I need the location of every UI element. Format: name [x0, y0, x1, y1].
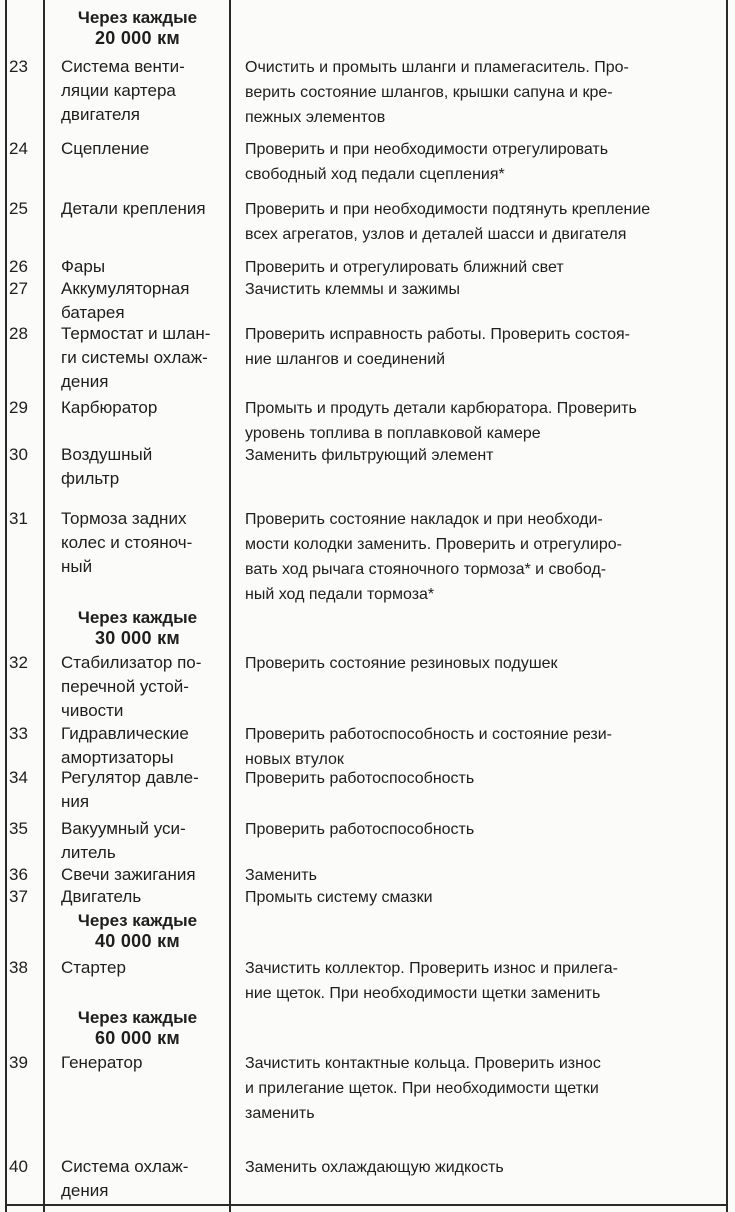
work-description	[245, 443, 723, 468]
column-divider-number	[43, 0, 45, 1212]
component-name	[61, 255, 225, 279]
component-name-line: фильтр	[61, 469, 120, 488]
component-name-line: Система венти-	[61, 57, 185, 76]
work-description	[245, 55, 723, 130]
row-number: 26	[9, 257, 28, 276]
component-name-line: ния	[61, 792, 90, 811]
row-number: 36	[9, 865, 28, 884]
row-number: 30	[9, 445, 28, 464]
work-description	[245, 137, 723, 187]
work-description	[245, 322, 723, 372]
component-name-line: Тормоза задних	[61, 509, 187, 528]
component-name-line: Стартер	[61, 958, 126, 977]
row-number: 35	[9, 819, 28, 838]
row-number: 34	[9, 768, 28, 787]
row-number: 38	[9, 958, 28, 977]
work-description	[245, 277, 723, 302]
component-name-line: Сцепление	[61, 139, 150, 158]
work-description-line: уровень топлива в поплавковой камере	[245, 425, 541, 442]
work-description-line: Проверить работоспособность и состояние рези-	[245, 726, 612, 743]
work-description	[245, 885, 723, 910]
component-name	[61, 277, 225, 325]
work-description-line: Проверить и при необходимости отрегулировать	[245, 141, 609, 158]
section-header-line: Через каждые	[77, 8, 198, 27]
component-name-line: Двигатель	[61, 887, 142, 906]
component-name	[61, 956, 225, 980]
component-name	[61, 443, 225, 491]
work-description-line: ный ход педали тормоза*	[245, 586, 435, 603]
component-name-line: Система охлаж-	[61, 1157, 189, 1176]
work-description	[245, 396, 723, 446]
section-header-interval: 20 000 км	[94, 28, 181, 48]
work-description-line: Проверить работоспособность	[245, 770, 475, 787]
component-name-line: дения	[61, 372, 109, 391]
component-name	[61, 863, 225, 887]
component-name	[61, 55, 225, 127]
component-name	[61, 766, 225, 814]
work-description-line: Проверить и отрегулировать ближний свет	[245, 259, 564, 276]
row-number: 37	[9, 887, 28, 906]
section-header-line: Через каждые	[77, 911, 198, 930]
work-description	[245, 956, 723, 1006]
work-description-line: свободный ход педали сцепления*	[245, 166, 505, 183]
row-number: 23	[9, 57, 28, 76]
work-description-line: Очистить и промыть шланги и пламегаситель. Про-	[245, 59, 629, 76]
work-description-line: всех агрегатов, узлов и деталей шасси и двигателя	[245, 226, 627, 243]
component-name-line: Воздушный	[61, 445, 153, 464]
component-name-line: Вакуумный уси-	[61, 819, 186, 838]
work-description	[245, 197, 723, 247]
work-description	[245, 722, 723, 772]
table-border-bottom	[5, 1204, 728, 1206]
row-number: 24	[9, 139, 28, 158]
work-description	[245, 766, 723, 791]
work-description	[245, 507, 723, 607]
component-name-line: батарея	[61, 303, 125, 322]
work-description-line: Промыть систему смазки	[245, 889, 433, 906]
component-name-line: Фары	[61, 257, 106, 276]
component-name-line: ный	[61, 557, 93, 576]
row-number: 29	[9, 398, 28, 417]
row-number: 40	[9, 1157, 28, 1176]
section-header-30000	[50, 608, 225, 648]
work-description-line: Заменить	[245, 867, 317, 884]
work-description	[245, 817, 723, 842]
component-name-line: литель	[61, 843, 116, 862]
component-name-line: Стабилизатор по-	[61, 653, 202, 672]
work-description-line: Промыть и продуть детали карбюратора. Проверить	[245, 400, 637, 417]
work-description-line: Проверить и при необходимости подтянуть крепление	[245, 201, 651, 218]
work-description-line: Заменить фильтрующий элемент	[245, 447, 494, 464]
component-name-line: Гидравлические	[61, 724, 189, 743]
component-name	[61, 507, 225, 579]
component-name	[61, 322, 225, 394]
component-name-line: Детали крепления	[61, 199, 206, 218]
work-description	[245, 651, 723, 676]
section-header-60000	[50, 1008, 225, 1048]
component-name-line: перечной устой-	[61, 677, 189, 696]
component-name-line: чивости	[61, 701, 124, 720]
table-border-left	[5, 0, 7, 1212]
work-description-line: Проверить состояние накладок и при необходи-	[245, 511, 603, 528]
component-name	[61, 396, 225, 420]
work-description-line: Проверить работоспособность	[245, 821, 475, 838]
component-name	[61, 651, 225, 723]
work-description-line: заменить	[245, 1105, 315, 1122]
work-description-line: пежных элементов	[245, 109, 386, 126]
row-number: 33	[9, 724, 28, 743]
component-name	[61, 137, 225, 161]
component-name	[61, 1051, 225, 1075]
section-header-20000	[50, 8, 225, 48]
row-number: 27	[9, 279, 28, 298]
component-name	[61, 817, 225, 865]
work-description-line: новых втулок	[245, 751, 344, 768]
work-description-line: мости колодки заменить. Проверить и отрегулиро-	[245, 536, 622, 553]
row-number: 31	[9, 509, 28, 528]
component-name-line: Карбюратор	[61, 398, 158, 417]
work-description-line: ние щеток. При необходимости щетки заменить	[245, 985, 601, 1002]
component-name-line: двигателя	[61, 105, 140, 124]
table-border-right	[726, 0, 728, 1212]
component-name-line: амортизаторы	[61, 748, 174, 767]
row-number: 39	[9, 1053, 28, 1072]
component-name-line: Регулятор давле-	[61, 768, 199, 787]
row-number: 28	[9, 324, 28, 343]
component-name-line: Генератор	[61, 1053, 143, 1072]
work-description-line: Зачистить клеммы и зажимы	[245, 281, 460, 298]
work-description-line: ние шлангов и соединений	[245, 351, 446, 368]
work-description	[245, 1051, 723, 1126]
component-name	[61, 885, 225, 909]
row-number: 25	[9, 199, 28, 218]
component-name-line: Аккумуляторная	[61, 279, 190, 298]
component-name-line: колес и стояноч-	[61, 533, 193, 552]
section-header-interval: 60 000 км	[94, 1028, 181, 1048]
work-description-line: и прилегание щеток. При необходимости щетки	[245, 1080, 599, 1097]
component-name-line: дения	[61, 1181, 109, 1200]
component-name-line: Свечи зажигания	[61, 865, 196, 884]
component-name-line: Термостат и шлан-	[61, 324, 211, 343]
section-header-line: Через каждые	[77, 608, 198, 627]
component-name	[61, 197, 225, 221]
work-description-line: Проверить состояние резиновых подушек	[245, 655, 558, 672]
work-description-line: вать ход рычага стояночного тормоза* и свобод-	[245, 561, 607, 578]
work-description-line: Зачистить коллектор. Проверить износ и прилега-	[245, 960, 618, 977]
work-description-line: Проверить исправность работы. Проверить состоя-	[245, 326, 631, 343]
row-number: 32	[9, 653, 28, 672]
component-name	[61, 722, 225, 770]
column-divider-operation	[229, 0, 231, 1212]
work-description-line: Заменить охлаждающую жидкость	[245, 1159, 504, 1176]
component-name-line: ляции картера	[61, 81, 176, 100]
work-description-line: Зачистить контактные кольца. Проверить износ	[245, 1055, 601, 1072]
section-header-line: Через каждые	[77, 1008, 198, 1027]
component-name-line: ги системы охлаж-	[61, 348, 208, 367]
component-name	[61, 1155, 225, 1203]
section-header-interval: 40 000 км	[94, 931, 181, 951]
work-description	[245, 1155, 723, 1180]
section-header-interval: 30 000 км	[94, 628, 181, 648]
work-description-line: верить состояние шлангов, крышки сапуна и кре-	[245, 84, 613, 101]
section-header-40000	[50, 911, 225, 951]
